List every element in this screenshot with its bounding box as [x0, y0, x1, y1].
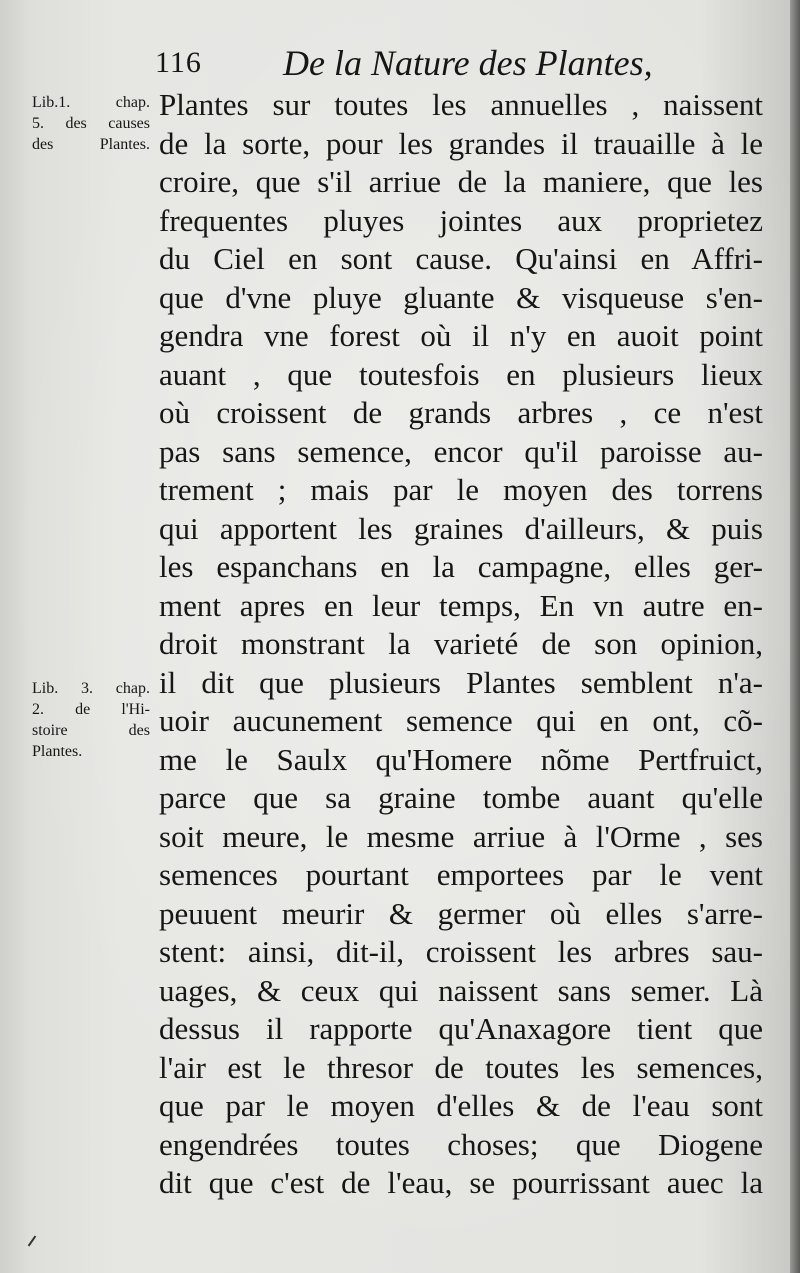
text-line: uoir aucunement semence qui en ont, cõ- — [159, 703, 763, 738]
text-line: que par le moyen d'elles & de l'eau sont — [159, 1088, 763, 1123]
text-line: frequentes pluyes jointes aux proprietez — [159, 202, 763, 238]
margin-note-line: 5. des causes — [32, 115, 150, 132]
text-line: stent: ainsi, dit-il, croissent les arbres sau- — [159, 934, 763, 969]
running-title: De la Nature des Plantes, — [283, 43, 653, 83]
text-line: semences pourtant emportees par le vent — [159, 857, 763, 892]
body-text — [159, 86, 763, 1203]
text-line: trement ; mais par le moyen des torrens — [159, 472, 763, 507]
text-line: me le Saulx qu'Homere nõme Pertfruict, — [159, 741, 763, 777]
text-line: ment apres en leur temps, En vn autre en- — [159, 587, 763, 623]
margin-note-line: stoire des — [32, 722, 150, 739]
text-line: uages, & ceux qui naissent sans semer. Là — [159, 972, 763, 1008]
text-line: soit meure, le mesme arriue à l'Orme , ses — [159, 818, 763, 854]
text-line: droit monstrant la varieté de son opinion, — [159, 626, 763, 661]
text-line: où croissent de grands arbres , ce n'est — [159, 395, 763, 430]
text-line: parce que sa graine tombe auant qu'elle — [159, 780, 763, 815]
margin-note-line: 2. de l'Hi- — [32, 701, 150, 718]
text-line: auant , que toutesfois en plusieurs lieux — [159, 356, 763, 392]
margin-note-citation-1 — [32, 92, 150, 155]
margin-note-line: Lib.1. chap. — [32, 94, 150, 111]
text-line: pas sans semence, encor qu'il paroisse au- — [159, 433, 763, 469]
margin-note-line: des Plantes. — [32, 136, 150, 153]
page-number: 116 — [155, 46, 202, 79]
text-line: dit que c'est de l'eau, se pourrissant auec la — [159, 1165, 763, 1200]
margin-note-line: Lib. 3. chap. — [32, 680, 150, 697]
text-line: du Ciel en sont cause. Qu'ainsi en Affri- — [159, 241, 763, 276]
text-line: croire, que s'il arriue de la maniere, que les — [159, 164, 763, 199]
text-line: peuuent meurir & germer où elles s'arre- — [159, 895, 763, 931]
text-line: dessus il rapporte qu'Anaxagore tient que — [159, 1011, 763, 1046]
text-line: il dit que plusieurs Plantes semblent n'a- — [159, 664, 763, 700]
margin-note-line: Plantes. — [32, 743, 83, 760]
page-edge-shadow — [790, 0, 800, 1273]
text-line: Plantes sur toutes les annuelles , naissent — [159, 87, 763, 122]
text-line: de la sorte, pour les grandes il trauaille à le — [159, 125, 763, 161]
text-line: gendra vne forest où il n'y en auoit point — [159, 318, 763, 353]
ink-mark — [28, 1236, 37, 1247]
text-line: qui apportent les graines d'ailleurs, & puis — [159, 510, 763, 546]
text-line: engendrées toutes choses; que Diogene — [159, 1126, 763, 1162]
text-line: l'air est le thresor de toutes les semences, — [159, 1049, 763, 1085]
text-line: les espanchans en la campagne, elles ger- — [159, 549, 763, 584]
running-head — [155, 42, 675, 86]
margin-note-citation-2 — [32, 678, 150, 762]
text-line: que d'vne pluye gluante & visqueuse s'en- — [159, 279, 763, 315]
